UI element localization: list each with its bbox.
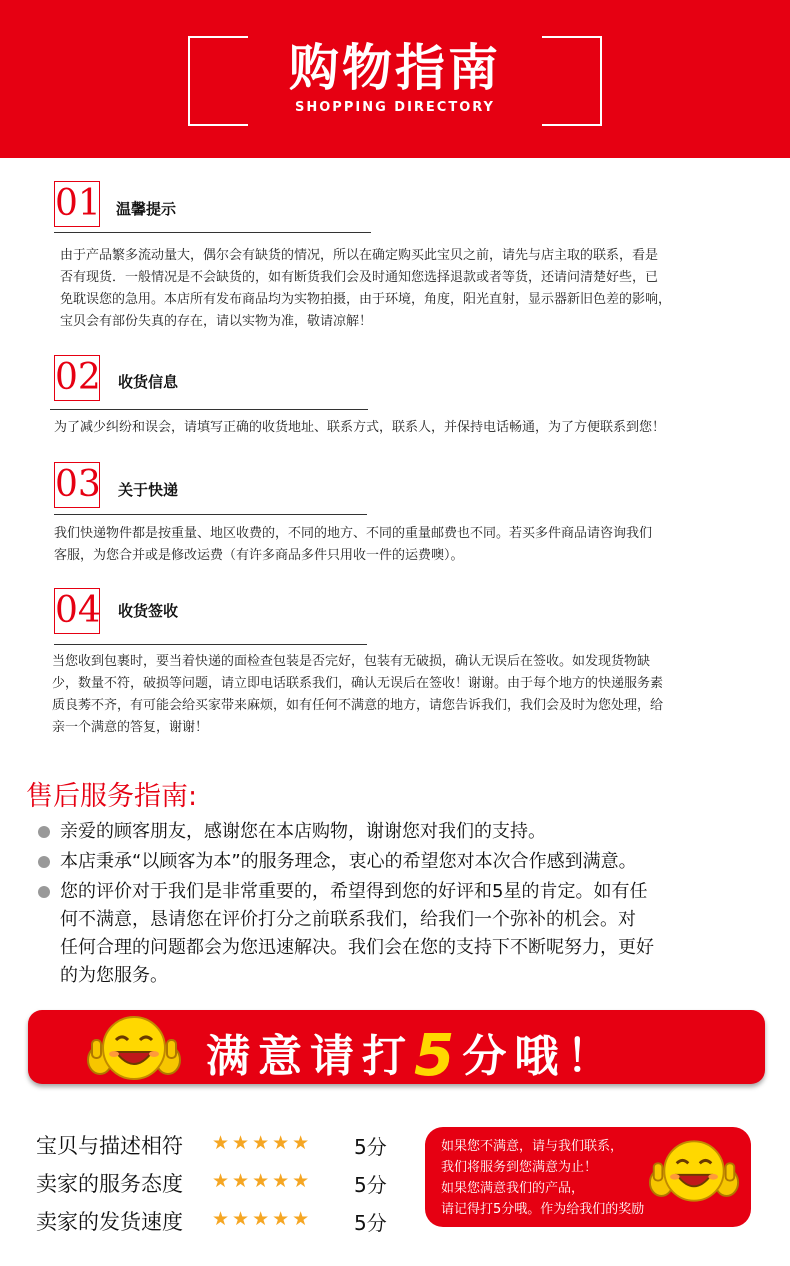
page-subtitle: SHOPPING DIRECTORY [295, 100, 495, 115]
star-icon: ★★★★★ [212, 1170, 313, 1192]
section-title: 收货信息 [118, 373, 179, 391]
banner-text: 满意请打5分哦！ [206, 1021, 619, 1089]
after-sale-bullet: 亲爱的顾客朋友，感谢您在本店购物，谢谢您对我们的支持。 [38, 818, 768, 846]
bullet-dot-icon [38, 856, 50, 868]
section-divider [54, 514, 367, 515]
section-text: 由于产品繁多流动量大，偶尔会有缺货的情况，所以在确定购买此宝贝之前，请先与店主取的联系，看是 否有现货．一般情况是不会缺货的，如有断货我们会及时通知您选择退款或者等货，还请问清楚好些，已 免耽误您的急用。本店所有发布商品均为实物拍摄，由于环境，角度，阳光直射，显示器新旧色差的影响， 宝贝会有部份失真的存在，请以实物为准，敬请凉解！ [60, 248, 672, 329]
section-divider [50, 409, 368, 410]
bullet-dot-icon [38, 826, 50, 838]
section-text: 为了减少纠纷和误会，请填写正确的收货地址、联系方式，联系人，并保持电话畅通，为了方便联系到您！ [54, 420, 666, 435]
section-divider [54, 644, 367, 645]
after-sale-bullet: 您的评价对于我们是非常重要的，希望得到您的好评和5星的肯定。如有任 何不满意，恳请您在评价打分之前联系我们，给我们一个弥补的机会。对 任何合理的问题都会为您迅速解决。我们会在您的支持下不断呢努力，更好 的为您服务。 [38, 878, 768, 990]
page-title: 购物指南 [289, 39, 501, 97]
section-title: 关于快递 [118, 481, 179, 499]
smiley-thumbs-up-icon [648, 1132, 740, 1210]
rating-row: 卖家的发货速度 ★★★★★ 5分 [36, 1208, 387, 1235]
bullet-dot-icon [38, 886, 50, 898]
smiley-thumbs-up-icon [86, 1008, 182, 1088]
contact-note-box: 如果您不满意，请与我们联系， 我们将服务到您满意为止！ 如果您满意我们的产品， 请记得打5分哦。作为给我们的奖励 [425, 1127, 751, 1227]
star-icon: ★★★★★ [212, 1132, 313, 1154]
section-divider [54, 232, 371, 233]
star-icon: ★★★★★ [212, 1208, 313, 1230]
rating-row: 宝贝与描述相符 ★★★★★ 5分 [36, 1132, 387, 1159]
section-title: 收货签收 [118, 602, 179, 620]
header-banner [0, 0, 790, 158]
section-number: 03 [54, 462, 100, 508]
section-title: 温馨提示 [116, 200, 177, 218]
after-sale-title: 售后服务指南: [26, 781, 198, 812]
section-number: 04 [54, 588, 100, 634]
rating-row: 卖家的服务态度 ★★★★★ 5分 [36, 1170, 387, 1197]
section-text: 当您收到包裹时，要当着快递的面检查包装是否完好，包装有无破损，确认无误后在签收。如发现货物缺 少，数量不符，破损等问题，请立即电话联系我们，确认无误后在签收！谢谢。由于每个地方的快递服务素 质良莠不齐，有可能会给买家带来麻烦，如有任何不满意的地方，请您告诉我们，我们会及时为您处理，给 亲一个满意的答复，谢谢！ [52, 654, 664, 735]
after-sale-bullet: 本店秉承“以顾客为本”的服务理念，衷心的希望您对本次合作感到满意。 [38, 848, 768, 876]
section-number: 01 [54, 181, 100, 227]
section-number: 02 [54, 355, 100, 401]
section-text: 我们快递物件都是按重量、地区收费的，不同的地方、不同的重量邮费也不同。若买多件商品请咨询我们 客服，为您合并或是修改运费（有许多商品多件只用收一件的运费噢）。 [54, 526, 653, 563]
